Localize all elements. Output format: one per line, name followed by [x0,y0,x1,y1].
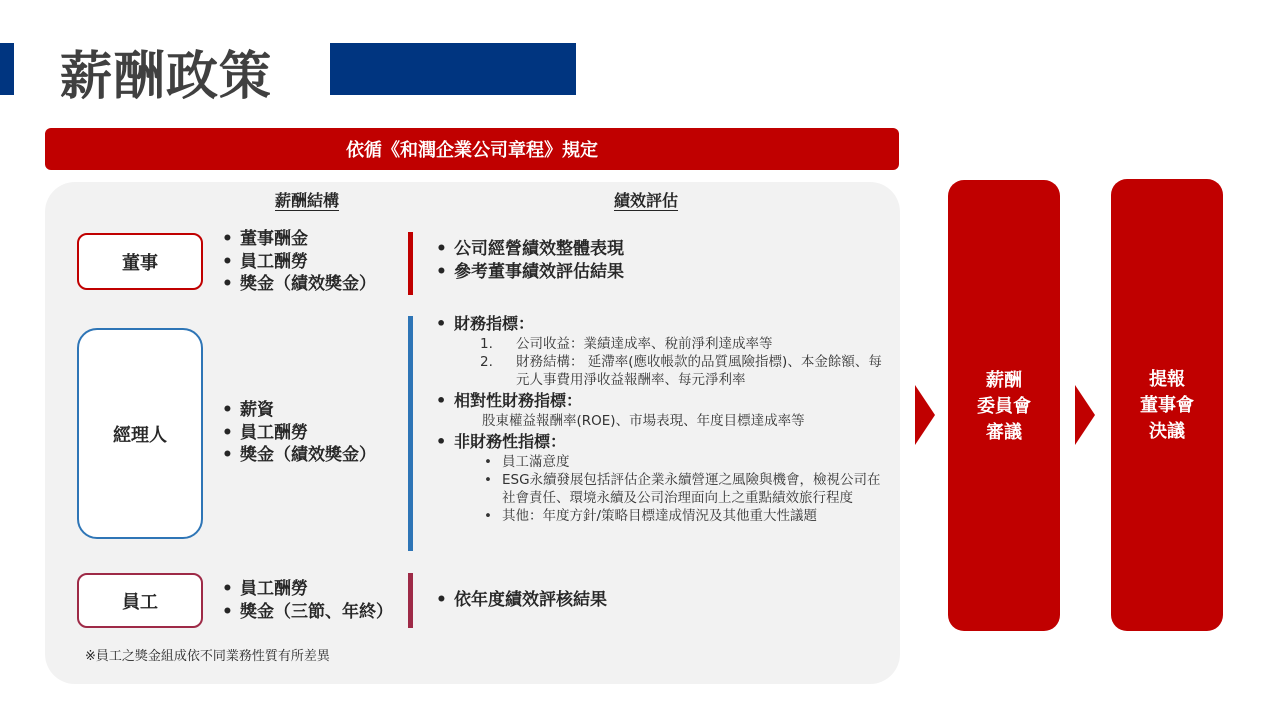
relative-text: 股東權益報酬率(ROE)、市場表現、年度目標達成率等 [482,413,805,429]
list-item: • 獎金（績效獎金） [222,444,376,467]
financial-item: 財務結構： 延滯率(應收帳款的品質風險指標)、本金餘額、每元人事費用淨收益報酬率、每元淨利率 [516,354,882,388]
role-managers: 經理人 [77,328,203,539]
employees-evaluation-list [436,589,607,612]
managers-structure-list [222,399,376,467]
board-resolution-step [1111,179,1223,631]
divider-bar-directors [408,232,413,295]
item-number: 2. [480,354,493,370]
step-line: 決議 [1149,421,1185,442]
nonfinancial-label: • 非財務性指標： [436,430,891,453]
list-item: • ESG永續發展包括評估企業永續營運之風險與機會，檢視公司在社會責任、環境永續及公司治理面向上之重點績效旅行程度 [484,471,891,507]
directors-structure-list [222,228,376,296]
list-item: • 獎金（三節、年終） [222,601,393,624]
accent-bar-right [330,43,576,95]
committee-review-step [948,180,1060,631]
step-line: 提報 [1149,369,1185,390]
list-item: • 薪資 [222,399,376,422]
employees-structure-list [222,578,393,623]
step-line: 薪酬 [986,370,1022,391]
list-item: • 獎金（績效獎金） [222,273,376,296]
role-employees: 員工 [77,573,203,628]
financial-label: • 財務指標： [436,312,891,335]
list-item: • 公司經營績效整體表現 [436,238,624,261]
step-line: 審議 [986,422,1022,443]
role-directors: 董事 [77,233,203,290]
regulation-banner: 依循《和潤企業公司章程》規定 [45,128,899,170]
relative-label: • 相對性財務指標： [436,389,891,412]
list-item: • 其他：年度方針/策略目標達成情況及其他重大性議題 [484,507,891,525]
list-item: • 參考董事績效評估結果 [436,261,624,284]
list-item: • 董事酬金 [222,228,376,251]
page-title: 薪酬政策 [60,47,273,107]
list-item: • 員工酬勞 [222,251,376,274]
header-evaluation: 績效評估 [613,191,679,210]
header-structure: 薪酬結構 [274,191,340,210]
arrow-right-icon [915,385,935,445]
divider-bar-managers [408,316,413,551]
list-item: • 員工酬勞 [222,422,376,445]
divider-bar-employees [408,573,413,628]
managers-evaluation [436,312,891,525]
step-line: 董事會 [1140,395,1194,416]
list-item: • 員工酬勞 [222,578,393,601]
step-line: 委員會 [977,396,1031,417]
item-number: 1. [480,336,493,352]
directors-evaluation-list [436,238,624,283]
footnote: ※員工之獎金組成依不同業務性質有所差異 [85,649,330,664]
accent-bar-left [0,43,14,95]
list-item: • 依年度績效評核結果 [436,589,607,612]
financial-item: 公司收益：業績達成率、稅前淨利達成率等 [516,336,773,352]
list-item: • 員工滿意度 [484,453,891,471]
arrow-right-icon [1075,385,1095,445]
